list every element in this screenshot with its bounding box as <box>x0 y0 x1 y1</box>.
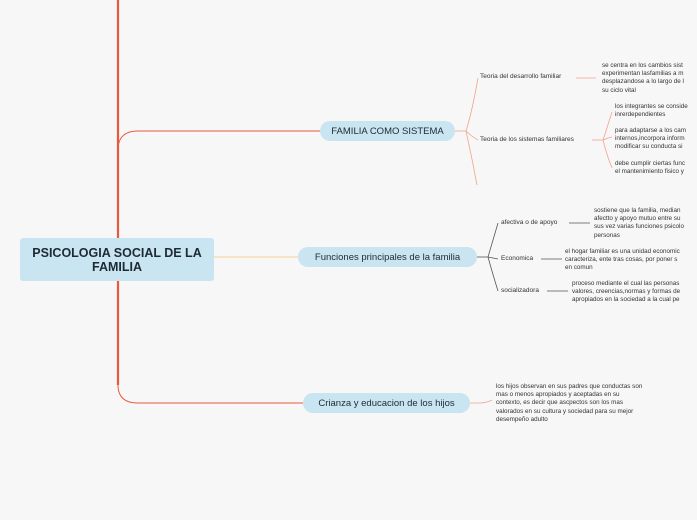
subtopic-afectiva[interactable]: afectiva o de apoyo <box>501 219 558 226</box>
familia-connectors <box>455 78 612 185</box>
subtopic-teoria-sistemas[interactable]: Teoria de los sistemas familiares <box>480 136 574 143</box>
subtopic-teoria-desarrollo[interactable]: Teoria del desarrollo familiar <box>480 73 562 80</box>
topic-label: FAMILIA COMO SISTEMA <box>331 125 444 137</box>
topic-label: Funciones principales de la familia <box>314 251 461 263</box>
topic-label: Crianza y educacion de los hijos <box>318 397 455 409</box>
detail-socializadora[interactable]: proceso mediante el cual las personas valores, creencias,normas y formas de apropiados en la sociedad a la cual pe <box>572 280 681 304</box>
detail-crianza[interactable]: los hijos observan en sus padres que conductas son mas o menos apropiados y aceptadas en su contexto, es decir que ascpectos son los mas valorados en su cultura y sociedad para su mejor desempeño adulto <box>496 383 643 423</box>
detail-desarrollo-cambios[interactable]: se centra en los cambios sist experimentan lasfamilias a m desplazandose a lo largo de l su ciclo vital <box>602 62 684 94</box>
detail-sistemas-funciones[interactable]: debe cumplir ciertas func el mantenimiento fisico y <box>615 160 685 176</box>
topic-familia-como-sistema[interactable] <box>320 121 455 141</box>
topic-funciones-principales[interactable] <box>298 247 477 267</box>
subtopic-socializadora[interactable]: socializadora <box>501 287 539 294</box>
central-topic-label: PSICOLOGIA SOCIAL DE LA FAMILIA <box>32 245 202 274</box>
detail-economica[interactable]: el hogar familiar es una unidad economic caracteriza, ente tras cosas, por poner s en comun <box>565 248 680 272</box>
detail-sistemas-integrantes[interactable]: los integrantes se conside inrerdependientes <box>615 103 688 119</box>
detail-afectiva[interactable]: sostiene que la familia, median afectto y apoyo mutuo entre su sus vez varias funciones psicolo personas <box>594 207 684 239</box>
branch-line-familia <box>118 131 320 150</box>
detail-sistemas-adaptarse[interactable]: para adaptarse a los cam internos,incorpora inform modificar su conducta si <box>615 127 687 151</box>
central-topic[interactable] <box>20 238 214 281</box>
branch-line-crianza <box>118 385 303 403</box>
topic-crianza-educacion[interactable] <box>303 393 470 413</box>
subtopic-economica[interactable]: Economica <box>501 255 534 262</box>
crianza-connector <box>470 400 492 403</box>
